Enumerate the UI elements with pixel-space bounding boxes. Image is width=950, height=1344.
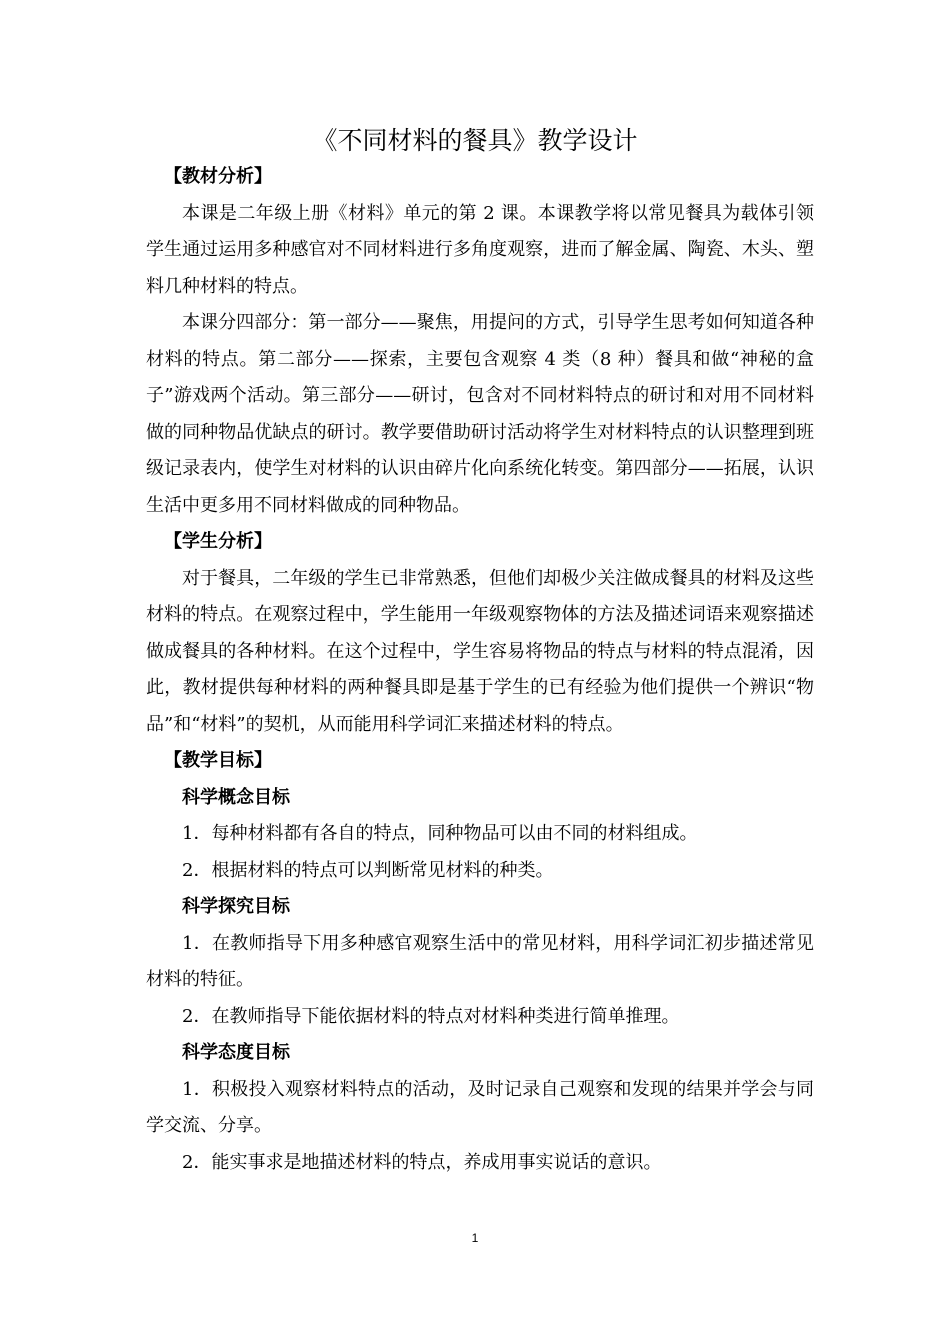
goal-item: 1．在教师指导下用多种感官观察生活中的常见材料，用科学词汇初步描述常见材料的特征。 xyxy=(146,932,814,990)
page-number: 1 xyxy=(471,1231,479,1245)
subsection-heading: 科学概念目标 xyxy=(182,786,290,808)
paragraph: 本课是二年级上册《材料》单元的第 2 课。本课教学将以常见餐具为载体引领学生通过运用多种感官对不同材料进行多角度观察，进而了解金属、陶瓷、木头、塑料几种材料的特点。 xyxy=(146,202,814,297)
section-heading: 【教学目标】 xyxy=(164,750,272,771)
section-heading: 【学生分析】 xyxy=(164,531,272,552)
section-teaching-goals xyxy=(146,743,814,1181)
subsection-inquiry-goals xyxy=(146,889,814,1035)
section-student-analysis xyxy=(146,524,814,743)
document-body xyxy=(146,159,814,1181)
section-textbook-analysis xyxy=(146,159,814,524)
goal-item: 2．根据材料的特点可以判断常见材料的种类。 xyxy=(182,859,554,881)
goal-item: 2．在教师指导下能依据材料的特点对材料种类进行简单推理。 xyxy=(182,1005,680,1027)
paragraph: 对于餐具，二年级的学生已非常熟悉，但他们却极少关注做成餐具的材料及这些材料的特点。在观察过程中，学生能用一年级观察物体的方法及描述词语来观察描述做成餐具的各种材料。在这个过程中，学生容易将物品的特点与材料的特点混淆，因此，教材提供每种材料的两种餐具即是基于学生的已有经验为他们提供一个辨识“物品”和“材料”的契机，从而能用科学词汇来描述材料的特点。 xyxy=(146,567,814,735)
goal-item: 1．每种材料都有各自的特点，同种物品可以由不同的材料组成。 xyxy=(182,823,698,844)
subsection-heading: 科学探究目标 xyxy=(182,896,290,917)
document-title: 《不同材料的餐具》教学设计 xyxy=(312,126,638,155)
subsection-concept-goals xyxy=(146,780,814,890)
subsection-heading: 科学态度目标 xyxy=(182,1042,290,1063)
subsection-attitude-goals xyxy=(146,1035,814,1181)
goal-item: 1．积极投入观察材料特点的活动，及时记录自己观察和发现的结果并学会与同学交流、分享。 xyxy=(146,1078,814,1136)
paragraph: 本课分四部分：第一部分——聚焦，用提问的方式，引导学生思考如何知道各种材料的特点。第二部分——探索，主要包含观察 4 类（8 种）餐具和做“神秘的盒子”游戏两个活动。第三部分——研讨，包含对不同材料特点的研讨和对用不同材料做的同种物品优缺点的研讨。教学要借助研讨活动将学生对材料特点的认识整理到班级记录表内，使学生对材料的认识由碎片化向系统化转变。第四部分——拓展，认识生活中更多用不同材料做成的同种物品。 xyxy=(146,312,814,516)
section-heading: 【教材分析】 xyxy=(164,166,272,187)
goal-item: 2．能实事求是地描述材料的特点，养成用事实说话的意识。 xyxy=(182,1151,662,1173)
